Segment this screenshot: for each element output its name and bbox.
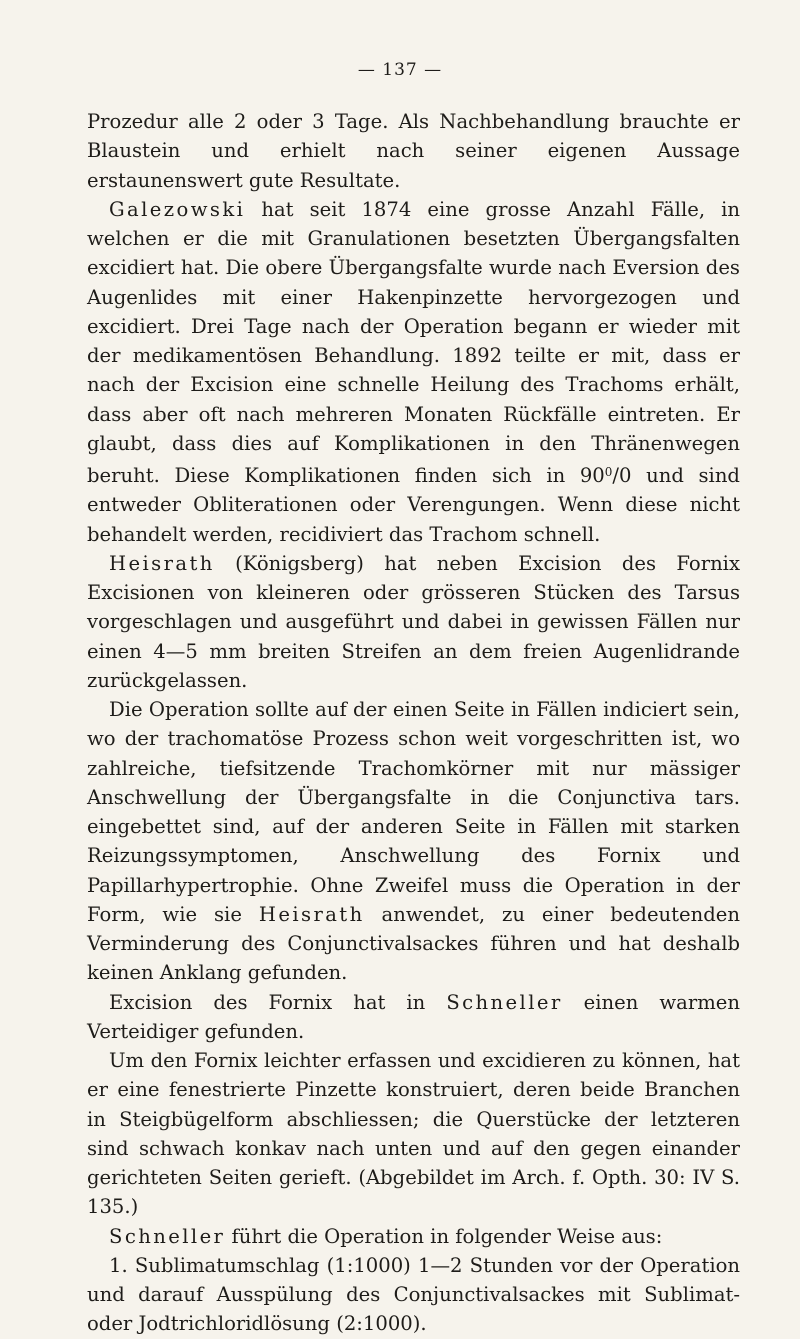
paragraph-3-text: (Königsberg) hat neben Excision des Fornix Excisionen von kleineren oder grösseren Stücken des Tarsus vorgeschlagen und ausgeführt und dabei in gewissen Fällen nur einen 4—5 mm breiten Streifen an dem freien Augenlidrande zurückgelassen.	[87, 551, 740, 692]
paragraph-4-text-a: Die Operation sollte auf der einen Seite in Fällen indiciert sein, wo der trachomatöse Prozess schon weit vorgeschritten ist, wo zahlreiche, tiefsitzende Trachomkörner mit nur mässiger Anschwellung der Übergangsfalte in die Conjunctiva tars. eingebettet sind, auf der anderen Seite in Fällen mit starken Reizungssymptomen, Anschwellung des Fornix und Papillarhypertrophie. Ohne Zweifel muss die Operation in der Form, wie sie	[87, 698, 740, 926]
paragraph-2-text-a: hat seit 1874 eine grosse Anzahl Fälle, in welchen er die mit Granulationen besetzten Übergangsfalten excidiert hat. Die obere Übergangsfalte wurde nach Eversion des Augenlides mit einer Hakenpinzette hervorgezogen und excidiert. Drei Tage nach der Operation begann er wieder mit der medikamentösen Behandlung. 1892 teilte er mit, dass er nach der Excision eine schnelle Heilung des Trachoms erhält, dass aber oft nach mehreren Monaten Rückfälle eintreten. Er glaubt, dass dies auf Komplikationen in den Thränenwegen beruht. Diese Komplikationen finden sich in 90	[87, 197, 740, 487]
percent-sup: 0	[604, 465, 613, 479]
paragraph-8	[87, 1251, 740, 1339]
paragraph-6-text: Um den Fornix leichter erfassen und excidieren zu können, hat er eine fenestrierte Pinzette konstruiert, deren beide Branchen in Steigbügelform abschliessen; die Querstücke der letzteren sind schwach konkav nach unten und auf den gegen einander gerichteten Seiten gerieft. (Abgebildet im Arch. f. Opth. 30: IV S. 135.)	[87, 1049, 740, 1219]
paragraph-7-text: führt die Operation in folgender Weise aus:	[225, 1224, 663, 1248]
paragraph-7	[87, 1222, 740, 1251]
paragraph-6	[87, 1046, 740, 1222]
paragraph-8-text: 1. Sublimatumschlag (1:1000) 1—2 Stunden vor der Operation und darauf Ausspülung des Conjunctivalsackes mit Sublimat- oder Jodtrichloridlösung (2:1000).	[87, 1253, 740, 1336]
author-name-schneller-2: Schneller	[109, 1224, 226, 1248]
author-name-heisrath-2: Heisrath	[258, 902, 365, 926]
paragraph-2	[87, 195, 740, 549]
author-name-galezowski: Galezowski	[109, 197, 246, 221]
paragraph-4-text-b: anwendet, zu einer bedeutenden Verminderung des Conjunctivalsackes führen und hat deshalb keinen Anklang gefunden.	[87, 902, 740, 985]
author-name-heisrath: Heisrath	[109, 551, 215, 575]
paragraph-5-text-a: Excision des Fornix hat in	[109, 990, 447, 1014]
paragraph-4	[87, 695, 740, 988]
percent-slash: /	[612, 464, 620, 487]
paragraph-3	[87, 549, 740, 695]
body-text	[87, 107, 740, 1339]
author-name-schneller: Schneller	[446, 990, 563, 1014]
paragraph-5-text-b: einen warmen Verteidiger gefunden.	[87, 990, 740, 1043]
page-number: — 137 —	[357, 60, 443, 80]
paragraph-1-text: Prozedur alle 2 oder 3 Tage. Als Nachbehandlung brauchte er Blaustein und erhielt nach seiner eigenen Aussage erstaunenswert gute Resultate.	[87, 110, 740, 192]
paragraph-5	[87, 988, 740, 1047]
paragraph-1	[87, 107, 740, 195]
percent-sub: 0	[619, 464, 632, 487]
paragraph-2-text-b: und sind entweder Obliterationen oder Verengungen. Wenn diese nicht behandelt werden, recidiviert das Trachom schnell.	[87, 464, 740, 546]
